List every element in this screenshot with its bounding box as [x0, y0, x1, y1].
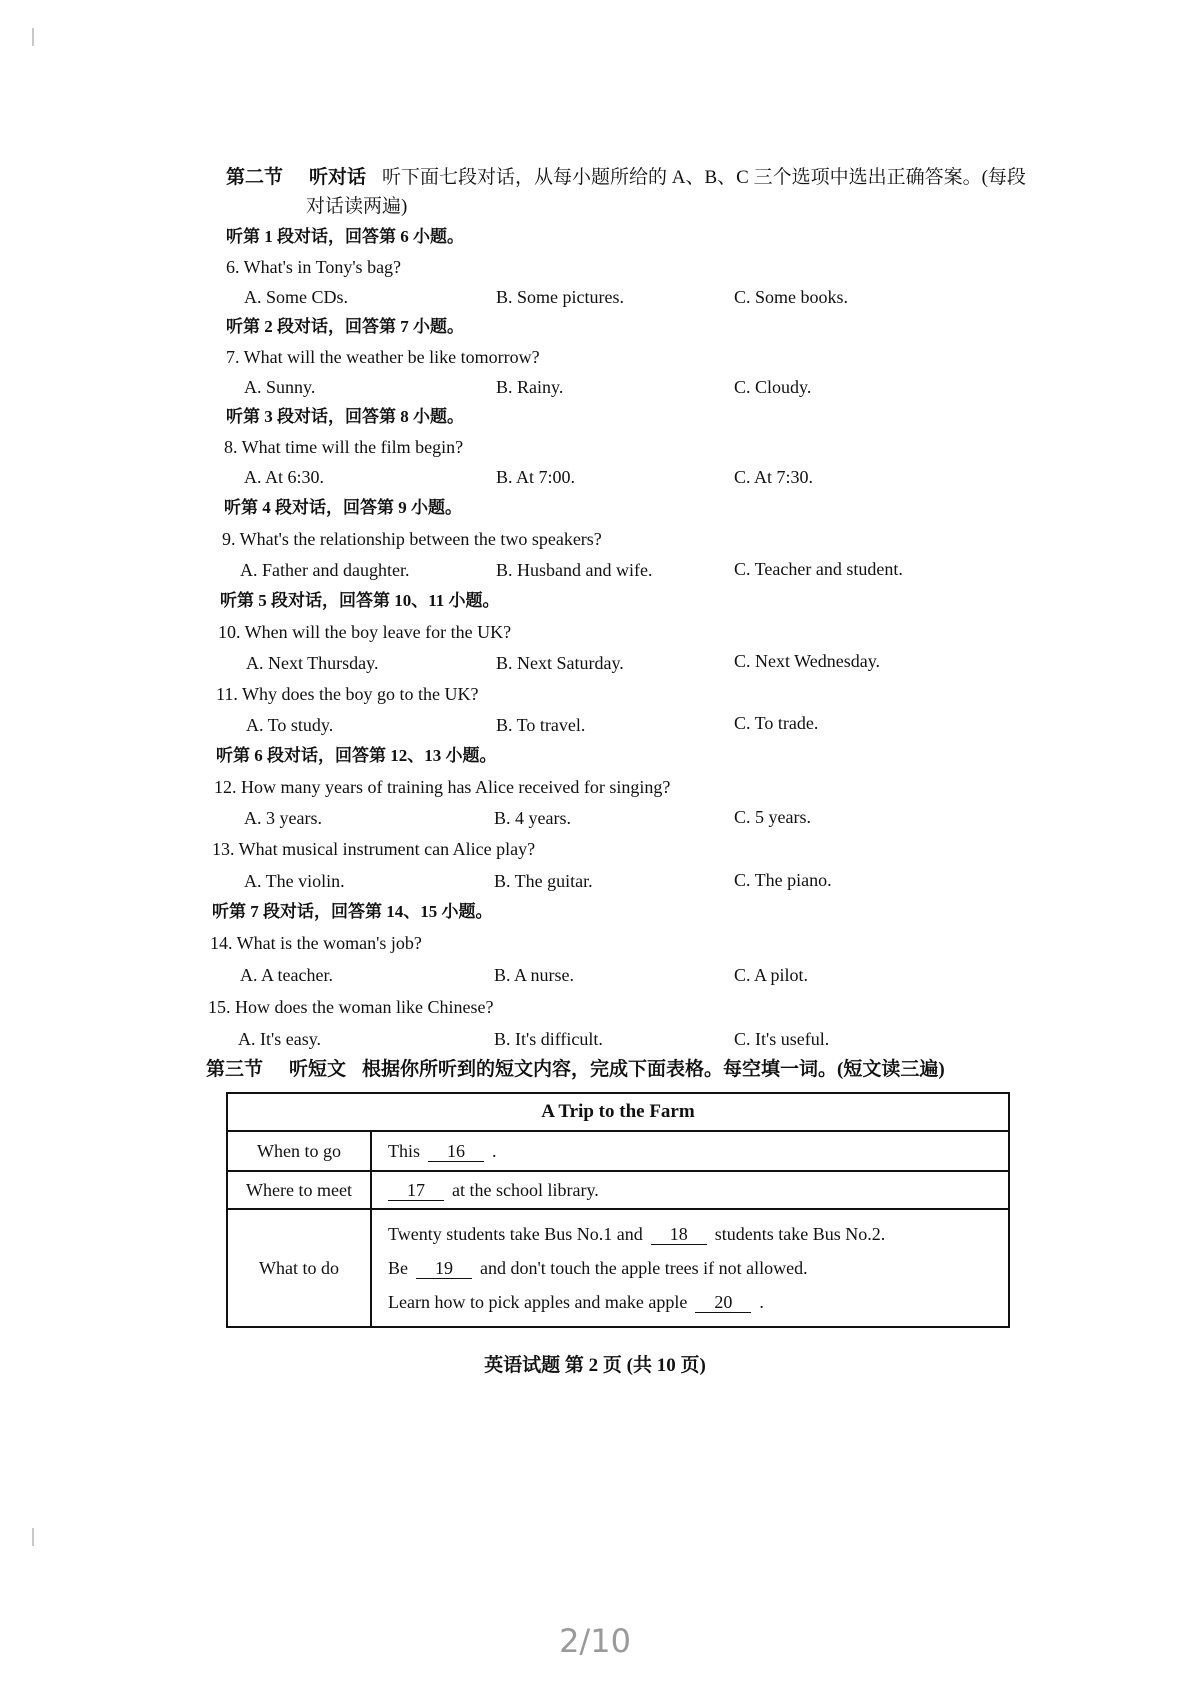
scan-edge-mark-top	[32, 28, 34, 46]
what-line-1-prefix: Twenty students take Bus No.1 and	[388, 1224, 643, 1244]
where-suffix: at the school library.	[452, 1179, 599, 1200]
blank-17[interactable]: 17	[388, 1180, 444, 1201]
q12-option-a[interactable]: A. 3 years.	[244, 808, 322, 828]
q14-option-b[interactable]: B. A nurse.	[494, 965, 575, 985]
section3-instruction: 根据你所听到的短文内容，完成下面表格。每空填一词。(短文读三遍)	[362, 1059, 945, 1080]
table-title: A Trip to the Farm	[228, 1094, 1008, 1132]
listen-note-5: 听第 5 段对话，回答第 10、11 小题。	[220, 591, 500, 610]
question-7: 7. What will the weather be like tomorrow?	[226, 347, 540, 367]
table-row-when	[228, 1132, 1008, 1172]
section2-label: 第二节	[226, 167, 284, 188]
q15-option-b[interactable]: B. It's difficult.	[494, 1029, 603, 1049]
section2-heading-cont	[306, 196, 407, 218]
page-indicator: 2/10	[559, 1622, 631, 1660]
table-value-what	[372, 1210, 1008, 1326]
q14-option-c[interactable]: C. A pilot.	[734, 965, 809, 985]
what-line-1	[388, 1217, 1008, 1251]
what-line-1-suffix: students take Bus No.2.	[714, 1224, 886, 1244]
q13-option-a[interactable]: A. The violin.	[244, 871, 345, 891]
section2-instruction: 听下面七段对话，从每小题所给的 A、B、C 三个选项中选出正确答案。(每段	[382, 167, 1026, 188]
q15-option-c[interactable]: C. It's useful.	[734, 1029, 830, 1049]
q15-option-a[interactable]: A. It's easy.	[238, 1029, 322, 1049]
q8-option-a[interactable]: A. At 6:30.	[244, 467, 325, 487]
table-row-what	[228, 1210, 1008, 1326]
q14-option-a[interactable]: A. A teacher.	[240, 965, 333, 985]
page-footer: 英语试题 第 2 页 (共 10 页)	[484, 1355, 706, 1376]
section3-name: 听短文	[289, 1059, 347, 1080]
q11-option-c[interactable]: C. To trade.	[734, 713, 819, 733]
section3-heading	[206, 1059, 945, 1081]
question-8: 8. What time will the film begin?	[224, 437, 464, 457]
what-line-2	[388, 1251, 1008, 1285]
blank-19[interactable]: 19	[416, 1258, 472, 1279]
q7-option-a[interactable]: A. Sunny.	[244, 377, 316, 397]
q12-option-b[interactable]: B. 4 years.	[494, 808, 571, 828]
q7-option-b[interactable]: B. Rainy.	[496, 377, 564, 397]
question-11: 11. Why does the boy go to the UK?	[216, 684, 479, 704]
q6-option-a[interactable]: A. Some CDs.	[244, 287, 349, 307]
listen-note-3: 听第 3 段对话，回答第 8 小题。	[226, 407, 464, 426]
question-12: 12. How many years of training has Alice received for singing?	[214, 777, 671, 797]
question-9: 9. What's the relationship between the two speakers?	[222, 529, 602, 549]
scan-edge-mark-bottom	[32, 1528, 34, 1546]
what-line-3-suffix: .	[759, 1292, 764, 1312]
question-14: 14. What is the woman's job?	[210, 933, 422, 953]
question-10: 10. When will the boy leave for the UK?	[218, 622, 512, 642]
q6-option-c[interactable]: C. Some books.	[734, 287, 849, 307]
q13-option-b[interactable]: B. The guitar.	[494, 871, 593, 891]
table-row-where	[228, 1172, 1008, 1210]
q8-option-c[interactable]: C. At 7:30.	[734, 467, 814, 487]
when-prefix: This	[388, 1140, 421, 1161]
section3-label: 第三节	[206, 1059, 264, 1080]
when-suffix: .	[492, 1140, 497, 1161]
table-label-what: What to do	[228, 1210, 372, 1326]
listen-note-7: 听第 7 段对话，回答第 14、15 小题。	[212, 902, 493, 921]
what-line-2-suffix: and don't touch the apple trees if not allowed.	[480, 1258, 808, 1278]
q13-option-c[interactable]: C. The piano.	[734, 870, 832, 890]
listen-note-6: 听第 6 段对话，回答第 12、13 小题。	[216, 746, 497, 765]
q8-option-b[interactable]: B. At 7:00.	[496, 467, 576, 487]
q10-option-b[interactable]: B. Next Saturday.	[496, 653, 624, 673]
q10-option-a[interactable]: A. Next Thursday.	[246, 653, 379, 673]
blank-18[interactable]: 18	[651, 1224, 707, 1245]
table-label-where: Where to meet	[228, 1172, 372, 1208]
q6-option-b[interactable]: B. Some pictures.	[496, 287, 624, 307]
section2-name: 听对话	[309, 167, 367, 188]
q10-option-c[interactable]: C. Next Wednesday.	[734, 651, 881, 671]
table-label-when: When to go	[228, 1132, 372, 1170]
table-value-when	[372, 1132, 1008, 1170]
table-value-where	[372, 1172, 1008, 1208]
what-line-3-prefix: Learn how to pick apples and make apple	[388, 1292, 688, 1312]
question-6: 6. What's in Tony's bag?	[226, 257, 402, 277]
q9-option-b[interactable]: B. Husband and wife.	[496, 560, 653, 580]
q7-option-c[interactable]: C. Cloudy.	[734, 377, 812, 397]
what-line-2-prefix: Be	[388, 1258, 408, 1278]
section2-instruction-cont: 对话读两遍)	[306, 196, 408, 217]
what-line-3	[388, 1285, 1008, 1319]
q9-option-a[interactable]: A. Father and daughter.	[240, 560, 410, 580]
section2-heading	[226, 167, 1026, 189]
listen-note-1: 听第 1 段对话，回答第 6 小题。	[226, 227, 464, 246]
trip-table	[226, 1092, 1010, 1328]
q11-option-b[interactable]: B. To travel.	[496, 715, 586, 735]
q12-option-c[interactable]: C. 5 years.	[734, 807, 811, 827]
listen-note-4: 听第 4 段对话，回答第 9 小题。	[224, 498, 462, 517]
blank-16[interactable]: 16	[428, 1141, 484, 1162]
q9-option-c[interactable]: C. Teacher and student.	[734, 559, 903, 579]
blank-20[interactable]: 20	[695, 1292, 751, 1313]
question-13: 13. What musical instrument can Alice play?	[212, 839, 536, 859]
listen-note-2: 听第 2 段对话，回答第 7 小题。	[226, 317, 464, 336]
q11-option-a[interactable]: A. To study.	[246, 715, 334, 735]
question-15: 15. How does the woman like Chinese?	[208, 997, 494, 1017]
